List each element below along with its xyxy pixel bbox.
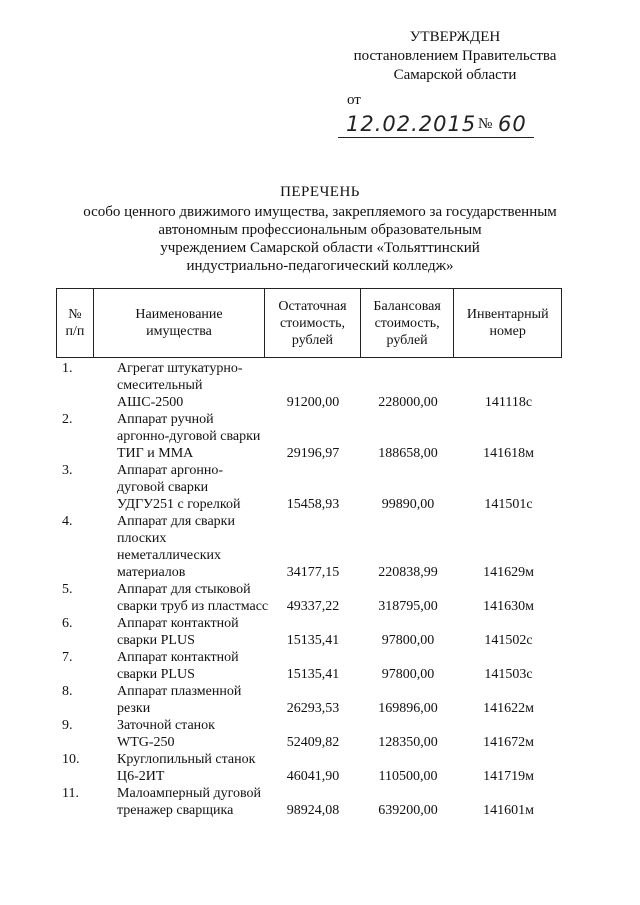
row-number: 10. bbox=[62, 752, 80, 767]
residual-cost: 15135,41 bbox=[286, 633, 340, 648]
item-name-line: Аппарат аргонно- bbox=[117, 463, 224, 478]
inventory-number: 141630м bbox=[483, 599, 534, 614]
residual-cost: 46041,90 bbox=[286, 769, 340, 784]
signature-underline bbox=[338, 137, 534, 138]
item-name-line: Круглопильный станок bbox=[117, 752, 256, 767]
header-text: стоимость, bbox=[374, 315, 440, 331]
title-line: особо ценного движимого имущества, закрепляемого за государственным bbox=[83, 204, 557, 220]
item-name-line: Ц6-2ИТ bbox=[117, 769, 165, 784]
table-row bbox=[56, 649, 562, 683]
inventory-number: 141601м bbox=[483, 803, 534, 818]
handwritten-number: 60 bbox=[498, 112, 527, 136]
row-number: 2. bbox=[62, 412, 73, 427]
header-text: рублей bbox=[291, 332, 334, 348]
balance-cost: 169896,00 bbox=[378, 701, 438, 716]
header-text: п/п bbox=[65, 324, 85, 339]
title-heading: ПЕРЕЧЕНЬ bbox=[280, 184, 360, 200]
item-name-line: Аппарат контактной bbox=[117, 650, 239, 665]
row-number: 5. bbox=[62, 582, 73, 597]
item-name-line: Аппарат для стыковой bbox=[117, 582, 251, 597]
inventory-number: 141118с bbox=[484, 395, 533, 410]
balance-cost: 99890,00 bbox=[381, 497, 435, 512]
header-inventory bbox=[454, 289, 561, 357]
residual-cost: 26293,53 bbox=[286, 701, 340, 716]
residual-cost: 98924,08 bbox=[286, 803, 340, 818]
item-name-line: АШС-2500 bbox=[117, 395, 184, 410]
table-row bbox=[56, 360, 562, 411]
residual-cost: 91200,00 bbox=[286, 395, 340, 410]
item-name-line: резки bbox=[117, 701, 151, 716]
item-name-line: Заточной станок bbox=[117, 718, 215, 733]
table-row bbox=[56, 683, 562, 717]
balance-cost: 639200,00 bbox=[378, 803, 438, 818]
item-name bbox=[93, 581, 269, 615]
table-header bbox=[56, 288, 562, 358]
row-number: 11. bbox=[62, 786, 79, 801]
approval-region: Самарской области bbox=[393, 67, 517, 83]
header-balance bbox=[361, 289, 455, 357]
header-text: стоимость, bbox=[279, 315, 346, 331]
inventory-number: 141629м bbox=[483, 565, 534, 580]
item-name-line: Аппарат контактной bbox=[117, 616, 239, 631]
header-text: рублей bbox=[386, 332, 428, 348]
header-residual bbox=[265, 289, 361, 357]
row-number: 7. bbox=[62, 650, 73, 665]
number-label: № bbox=[478, 116, 493, 132]
item-name bbox=[93, 360, 265, 411]
row-number: 1. bbox=[62, 361, 73, 376]
table-row bbox=[56, 462, 562, 513]
item-name bbox=[93, 649, 265, 683]
item-name bbox=[93, 411, 265, 462]
balance-cost: 228000,00 bbox=[378, 395, 438, 410]
item-name bbox=[93, 683, 265, 717]
item-name-line: сварки PLUS bbox=[117, 667, 195, 682]
header-text: Балансовая bbox=[373, 298, 441, 314]
inventory-number: 141672м bbox=[483, 735, 534, 750]
title-line: учреждением Самарской области «Тольяттинский bbox=[160, 240, 480, 256]
approval-signature-row bbox=[338, 112, 538, 138]
residual-cost: 52409,82 bbox=[286, 735, 340, 750]
balance-cost: 318795,00 bbox=[378, 599, 438, 614]
item-name-line: сварки труб из пластмасс bbox=[117, 599, 269, 614]
item-name-line: ТИГ и ММА bbox=[117, 446, 194, 461]
item-name-line: Аппарат ручной bbox=[117, 412, 214, 427]
inventory-number: 141501с bbox=[484, 497, 533, 512]
header-text: номер bbox=[489, 324, 526, 339]
row-number: 6. bbox=[62, 616, 73, 631]
balance-cost: 220838,99 bbox=[378, 565, 438, 580]
table-body bbox=[56, 360, 562, 819]
approval-by: постановлением Правительства bbox=[353, 48, 557, 64]
item-name-line: Малоамперный дуговой bbox=[117, 786, 261, 801]
inventory-number: 141502с bbox=[484, 633, 533, 648]
date-from-label: от bbox=[347, 92, 361, 108]
handwritten-date: 12.02.2015 bbox=[346, 112, 477, 136]
inventory-number: 141618м bbox=[483, 446, 534, 461]
header-text: имущества bbox=[146, 324, 212, 339]
header-name bbox=[94, 289, 265, 357]
residual-cost: 15135,41 bbox=[286, 667, 340, 682]
row-number: 9. bbox=[62, 718, 73, 733]
item-name bbox=[93, 785, 265, 819]
balance-cost: 97800,00 bbox=[381, 667, 435, 682]
item-name-line: плоских bbox=[117, 531, 167, 546]
item-name-line: дуговой сварки bbox=[117, 480, 209, 495]
item-name-line: Аппарат плазменной bbox=[117, 684, 242, 699]
item-name bbox=[93, 462, 265, 513]
item-name-line: Агрегат штукатурно- bbox=[117, 361, 243, 376]
item-name-line: УДГУ251 с горелкой bbox=[117, 497, 241, 512]
residual-cost: 15458,93 bbox=[286, 497, 340, 512]
header-text: Остаточная bbox=[278, 298, 347, 314]
residual-cost: 49337,22 bbox=[286, 599, 340, 614]
header-text: № bbox=[68, 307, 82, 322]
balance-cost: 128350,00 bbox=[378, 735, 438, 750]
table-row bbox=[56, 581, 562, 615]
item-name-line: смесительный bbox=[117, 378, 203, 393]
header-text: Инвентарный bbox=[466, 307, 549, 322]
title-line: автономным профессиональным образовательным bbox=[158, 222, 482, 238]
item-name-line: аргонно-дуговой сварки bbox=[117, 429, 261, 444]
item-name bbox=[93, 717, 265, 751]
balance-cost: 188658,00 bbox=[378, 446, 438, 461]
table-row bbox=[56, 615, 562, 649]
inventory-number: 141719м bbox=[483, 769, 534, 784]
title-line: индустриально-педагогический колледж» bbox=[186, 258, 454, 274]
row-number: 8. bbox=[62, 684, 73, 699]
inventory-number: 141503с bbox=[484, 667, 533, 682]
table-row bbox=[56, 513, 562, 581]
item-name bbox=[93, 513, 265, 581]
residual-cost: 34177,15 bbox=[286, 565, 340, 580]
document-title bbox=[40, 183, 600, 275]
inventory-number: 141622м bbox=[483, 701, 534, 716]
table-row bbox=[56, 751, 562, 785]
approval-title: УТВЕРЖДЕН bbox=[409, 29, 501, 45]
approval-stamp bbox=[340, 28, 570, 85]
item-name bbox=[93, 751, 265, 785]
balance-cost: 97800,00 bbox=[381, 633, 435, 648]
table-row bbox=[56, 717, 562, 751]
item-name-line: Аппарат для сварки bbox=[117, 514, 235, 529]
item-name-line: сварки PLUS bbox=[117, 633, 195, 648]
item-name-line: неметаллических bbox=[117, 548, 221, 563]
balance-cost: 110500,00 bbox=[378, 769, 438, 784]
table-row bbox=[56, 411, 562, 462]
header-num bbox=[57, 289, 94, 357]
table-row bbox=[56, 785, 562, 819]
item-name-line: WTG-250 bbox=[117, 735, 175, 750]
item-name bbox=[93, 615, 265, 649]
residual-cost: 29196,97 bbox=[286, 446, 340, 461]
item-name-line: тренажер сварщика bbox=[117, 803, 234, 818]
header-text: Наименование bbox=[135, 307, 223, 322]
row-number: 3. bbox=[62, 463, 73, 478]
item-name-line: материалов bbox=[117, 565, 186, 580]
row-number: 4. bbox=[62, 514, 73, 529]
